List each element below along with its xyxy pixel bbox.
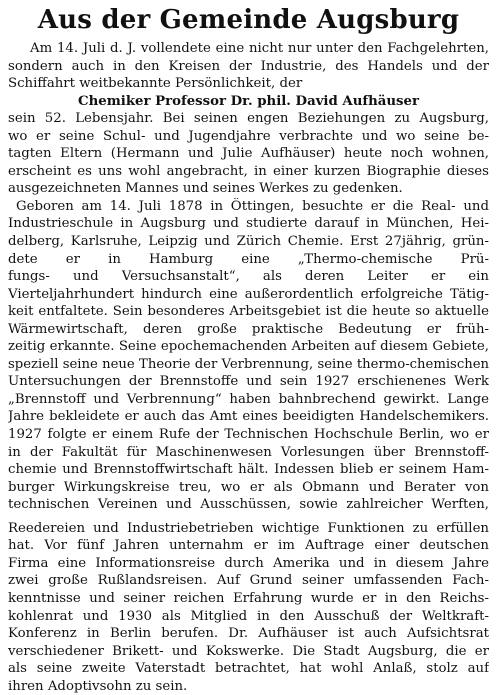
article-paragraph [8, 40, 489, 198]
article-headline: Aus der Gemeinde Augsburg [37, 5, 460, 35]
article-paragraph [8, 198, 489, 514]
text-line: ausgezeichneten Mannes und seines Werkes zu gedenken. [8, 181, 403, 197]
text-line: kohlenrat und 1930 als Mitglied in den Ausschuß der Weltkraft- [8, 608, 489, 624]
text-line: Jahre bekleidete er auch das Amt eines beeidigten Handelschemikers. [8, 409, 489, 425]
text-line: technischen Vereinen und Ausschüssen, sowie zahlreicher Werften, [8, 497, 489, 513]
text-line: hat. Vor fünf Jahren unternahm er im Auftrage einer deutschen [8, 538, 489, 554]
text-line: ihren Adoptivsohn zu sein. [8, 678, 188, 694]
text-line: Reedereien und Industriebetrieben wichtige Funktionen zu erfüllen [8, 520, 489, 536]
text-line: „Brennstoff und Verbrennung“ haben bahnbrechend gewirkt. Lange [8, 391, 489, 407]
honoree-name-line: Chemiker Professor Dr. phil. David Aufhäuser [77, 93, 420, 109]
text-line: Untersuchungen der Brennstoffe und sein 1927 erschienenes Werk [8, 374, 489, 390]
text-line: kenntnisse und seiner reichen Erfahrung wurde er in den Reichs- [8, 590, 489, 606]
text-line: erscheint es uns wohl angebracht, in einer kurzen Biographie dieses [8, 163, 489, 179]
text-line: burger Wirkungskreise treu, wo er als Obmann und Berater von [8, 479, 489, 495]
text-line: verschiedener Brikett- und Kokswerke. Die Stadt Augsburg, die er [8, 643, 489, 659]
text-line: wo er seine Schul- und Jugendjahre verbrachte und wo seine be- [8, 128, 489, 144]
text-line: Vierteljahrhundert hindurch eine außerordentlich erfolgreiche Tätig- [8, 286, 489, 302]
text-line: keit entfaltete. Sein besonderes Arbeitsgebiet ist die heute so aktuelle [8, 304, 489, 320]
text-line: sein 52. Lebensjahr. Bei seinen engen Beziehungen zu Augsburg, [8, 111, 489, 127]
text-line: als seine zweite Vaterstadt betrachtet, hat wohl Anlaß, stolz auf [8, 661, 489, 677]
text-line: sondern auch in den Kreisen der Industrie, des Handels und der [8, 58, 489, 74]
text-line: 1927 folgte er einem Rufe der Technischen Hochschule Berlin, wo er [8, 427, 489, 443]
text-line: chemie und Brennstoffwirtschaft hält. Indessen blieb er seinem Ham- [8, 462, 489, 478]
text-line: speziell seine neue Theorie der Verbrennung, seine thermo-chemischen [8, 356, 489, 372]
text-line: zwei große Rußlandsreisen. Auf Grund seiner umfassenden Fach- [8, 573, 489, 589]
text-line: dete er in Hamburg eine „Thermo-chemische Prü- [8, 251, 489, 267]
text-line: fungs- und Versuchsanstalt“, als deren Leiter er ein [8, 269, 489, 285]
text-line: Wärmewirtschaft, deren große praktische Bedeutung er früh- [8, 321, 489, 337]
text-line: zeitig erkannte. Seine epochemachenden Arbeiten auf diesem Gebiete, [8, 339, 489, 355]
text-line: delberg, Karlsruhe, Leipzig und Zürich Chemie. Erst 27jährig, grün- [8, 234, 489, 250]
text-line: Industrieschule in Augsburg und studierte darauf in München, Hei- [8, 216, 489, 232]
text-line: Schiffahrt weitbekannte Persönlichkeit, der [8, 76, 303, 92]
text-line: tagten Eltern (Hermann und Julie Aufhäuser) heute noch wohnen, [8, 146, 489, 162]
article-paragraph [8, 520, 489, 695]
text-line: Am 14. Juli d. J. vollendete eine nicht nur unter den Fachgelehrten, [30, 41, 489, 56]
article-body [8, 40, 489, 695]
text-line: Firma eine Informationsreise durch Amerika und in diesem Jahre [8, 555, 489, 571]
text-line: Konferenz in Berlin berufen. Dr. Aufhäuser ist auch Aufsichtsrat [8, 626, 489, 642]
text-line: Geboren am 14. Juli 1878 in Öttingen, besuchte er die Real- und [16, 198, 489, 214]
text-line: in der Fakultät für Maschinenwesen Vorlesungen über Brennstoff- [8, 444, 489, 460]
